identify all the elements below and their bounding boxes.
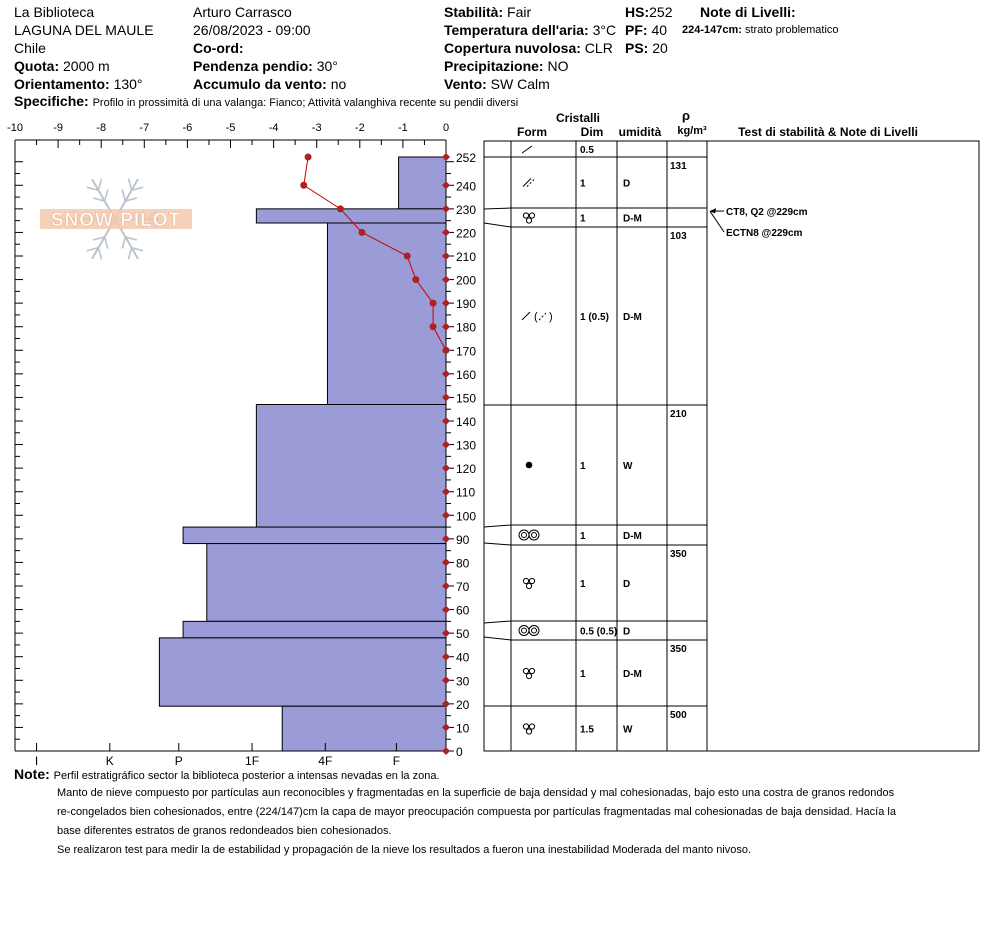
quota-label: Quota: [14,58,60,74]
hardness-label-3: 1F [245,754,260,768]
height-tick-label-21: 210 [456,250,477,264]
layer-wet-5: D [623,579,631,590]
height-tick-label-7: 70 [456,580,470,594]
logo-text: SNOW PILOT [50,210,182,231]
layer-wet-7: D-M [623,669,642,680]
height-tick-label-13: 130 [456,438,477,453]
col-umidita: umidità [618,125,662,139]
layer-dim-4: 1 [580,531,586,542]
height-tick-label-4: 40 [456,650,470,665]
hardness-bar-7 [159,638,446,706]
temp-tick-label-0: -10 [7,122,23,134]
height-tick-label-16: 160 [456,367,477,382]
height-tick-label-17: 170 [456,344,477,359]
wind-load-value: no [330,76,347,92]
precip-label: Precipitazione: [444,58,544,74]
temperature-point-4 [404,253,411,260]
slope-label: Pendenza pendio: [193,58,313,74]
height-tick-label-0: 0 [456,745,463,759]
col-dim: Dim [580,125,604,139]
coord-label: Co-ord: [193,40,244,56]
ps-value: 20 [652,40,668,56]
hardness-bar-3 [256,405,446,528]
height-tick-label-11: 110 [456,485,476,500]
wind-value: SW Calm [490,76,550,92]
hardness-label-1: K [105,754,114,768]
temperature-point-1 [300,182,307,189]
layer-dim-2: 1 (0.5) [580,312,609,323]
mfpc-symbol-icon [519,530,539,540]
temp-tick-label-1: -9 [53,122,63,134]
observation-datetime: 26/08/2023 - 09:00 [193,22,311,38]
col-tests: Test di stabilità & Note di Livelli [738,125,918,139]
layer-rho-2: 103 [670,231,687,242]
pf-label: PF: [625,22,648,38]
notes-line-3: base diferentes estratos de granos redondeados bien cohesionados. [57,825,392,837]
height-tick-label-22: 220 [456,226,477,241]
snowflake-branch [128,179,131,191]
layer-note-text: strato problematico [745,24,839,36]
specifics-value: Profilo in prossimità di una valanga: Fianco; Attività valanghiva recente su pendii diversi [92,97,519,109]
hardness-label-5: F [392,754,401,768]
test-label-0: CT8, Q2 @229cm [726,207,808,218]
height-tick-label-8: 80 [456,556,470,571]
snowpilot-logo [40,179,192,260]
observer-name: Arturo Carrasco [193,4,292,20]
specifics-label: Specifiche: [14,93,89,109]
layer-rho-5: 350 [670,549,687,560]
layer-dim-0: 1 [580,178,586,190]
snowflake-branch [98,179,101,191]
col-rho-unit: kg/m³ [677,125,707,137]
layer-rho-7: 350 [670,644,687,655]
temperature-point-7 [430,323,437,330]
test-label-1: ECTN8 @229cm [726,228,803,239]
orientation-value: 130° [113,76,143,92]
hs-label: HS: [625,4,650,20]
col-rho: ρ [681,108,691,123]
height-tick-label-3: 30 [456,674,470,689]
notes-label: Note: [14,766,50,782]
location-name: La Biblioteca [14,4,95,20]
hardness-bar-0 [399,157,446,209]
height-tick-label-9: 90 [456,532,470,547]
layer-wet-0: D [623,178,631,190]
layer-notes-label: Note di Livelli: [700,4,796,20]
layer-dim-5: 1 [580,579,586,590]
notes-line-1: Manto de nieve compuesto por partículas aun reconocibles y fragmentadas en la superficie de baja densidad y mal cohesionadas, bajo esto una costra de granos redondos [57,787,895,799]
precip-value: NO [547,58,569,74]
layer-connector [484,208,511,209]
layer-wet-1: D-M [623,213,642,225]
pp-symbol-icon [523,179,535,187]
cloud-label: Copertura nuvolosa: [444,40,581,56]
height-tick-label-10: 100 [456,509,477,524]
height-tick-label-23: 230 [456,202,477,217]
height-tick-label-1: 10 [456,721,470,736]
layer-rho-8: 500 [670,710,687,721]
temperature-point-2 [337,205,344,212]
slope-value: 30° [316,58,338,74]
snowflake-branch [105,189,108,201]
pp-symbol-icon [522,146,532,153]
svg-text:(: ( [534,311,538,323]
hs-value: 252 [649,4,673,20]
hardness-label-4: 4F [318,754,333,768]
layer-rho-0: 131 [670,161,687,172]
layer-dim-1: 1 [580,213,586,225]
col-form: Form [517,125,547,139]
height-tick-label-25: 252 [456,151,477,165]
wind-label: Vento: [444,76,487,92]
hardness-label-2: P [174,754,183,768]
svg-text:): ) [549,311,553,323]
layer-connector [484,621,511,623]
temp-tick-label-6: -4 [268,122,279,134]
layer-connector [484,637,511,640]
location-area: LAGUNA DEL MAULE [14,22,154,38]
temperature-point-0 [305,154,312,161]
height-tick-label-18: 180 [456,320,477,335]
temp-tick-label-9: -1 [398,122,408,134]
hardness-bar-6 [183,621,446,638]
col-cristalli: Cristalli [555,111,601,125]
layer-wet-2: D-M [623,312,642,323]
temp-tick-label-5: -5 [225,122,236,134]
location-country: Chile [14,40,46,56]
temperature-point-5 [412,276,419,283]
rg-symbol-icon [523,578,534,588]
layer-wet-8: W [623,724,633,736]
height-tick-label-15: 150 [456,391,477,406]
layer-dim-7: 1 [580,669,586,680]
notes-line-0: Perfil estratigráfico sector la biblioteca posterior a intensas nevadas en la zona. [53,770,440,782]
snowflake-branch [98,248,101,260]
snowflake-branch [105,237,108,249]
rgo-symbol-icon [523,724,534,734]
hardness-label-0: I [34,754,39,768]
orientation-label: Orientamento: [14,76,110,92]
top-dim: 0.5 [580,145,594,156]
height-tick-label-6: 60 [456,603,470,618]
layer-connector [484,525,511,527]
pf-value: 40 [651,22,668,38]
height-tick-label-2: 20 [456,697,470,712]
layer-dim-6: 0.5 (0.5) [580,626,618,638]
notes-header-row [14,766,440,786]
temperature-point-3 [358,229,365,236]
rg-symbol-icon [523,668,534,678]
height-tick-label-14: 140 [456,415,477,429]
test-leader-line [710,211,724,232]
layer-wet-4: D-M [623,531,642,542]
cloud-value: CLR [584,40,613,56]
quota-value: 2000 m [63,58,110,74]
stability-value: Fair [507,4,532,20]
temp-tick-label-10: 0 [442,122,450,134]
mf-symbol-icon [526,462,533,469]
hardness-profile [159,157,446,751]
hardness-bar-2 [327,223,446,405]
temp-tick-label-4: -6 [182,122,193,134]
temperature-point-6 [430,300,437,307]
temp-tick-label-8: -2 [354,122,365,134]
snowflake-branch [122,189,125,201]
layer-dim-3: 1 [580,461,586,472]
layer-wet-6: D [623,626,631,638]
layer-note-range: 224-147cm: [682,24,742,36]
hardness-bar-5 [207,544,446,622]
layer-rho-3: 210 [670,409,687,420]
layer-connector [484,543,511,545]
hardness-bar-4 [183,527,446,544]
layer-dim-8: 1.5 [580,724,594,736]
mfpc-symbol-icon [519,626,539,636]
snowflake-branch [128,248,131,260]
height-tick-label-24: 240 [456,179,477,194]
height-tick-label-19: 190 [456,297,477,312]
height-tick-label-12: 120 [456,462,477,477]
air-temp-value: 3°C [592,22,617,38]
ppdf-symbol-icon [522,311,553,323]
stability-label: Stabilità: [444,4,504,20]
rg-symbol-icon [523,213,534,223]
notes-line-2: re-congelados bien cohesionados, entre (224/147)cm la capa de mayor preocupación compuesta por partículas fragmentadas mal cohesionadas de baja densidad. Hacía la [57,806,896,818]
ps-label: PS: [625,40,649,56]
air-temp-label: Temperatura dell'aria: [444,22,589,38]
temperature-point-8 [443,347,450,354]
hardness-bar-8 [282,706,446,751]
layer-table [484,108,979,751]
temp-tick-label-3: -7 [139,122,150,134]
wind-load-label: Accumulo da vento: [193,76,327,92]
snowflake-branch [122,237,125,249]
height-tick-label-20: 200 [456,273,477,288]
layer-connector [484,223,511,227]
height-tick-label-5: 50 [456,627,470,642]
layer-wet-3: W [623,461,633,472]
notes-line-4: Se realizaron test para medir la de estabilidad y propagación de la nieve los resultados a fueron una inestabilidad Moderada del manto nivoso. [57,844,752,856]
temp-tick-label-7: -3 [311,122,322,134]
temp-tick-label-2: -8 [96,122,107,134]
